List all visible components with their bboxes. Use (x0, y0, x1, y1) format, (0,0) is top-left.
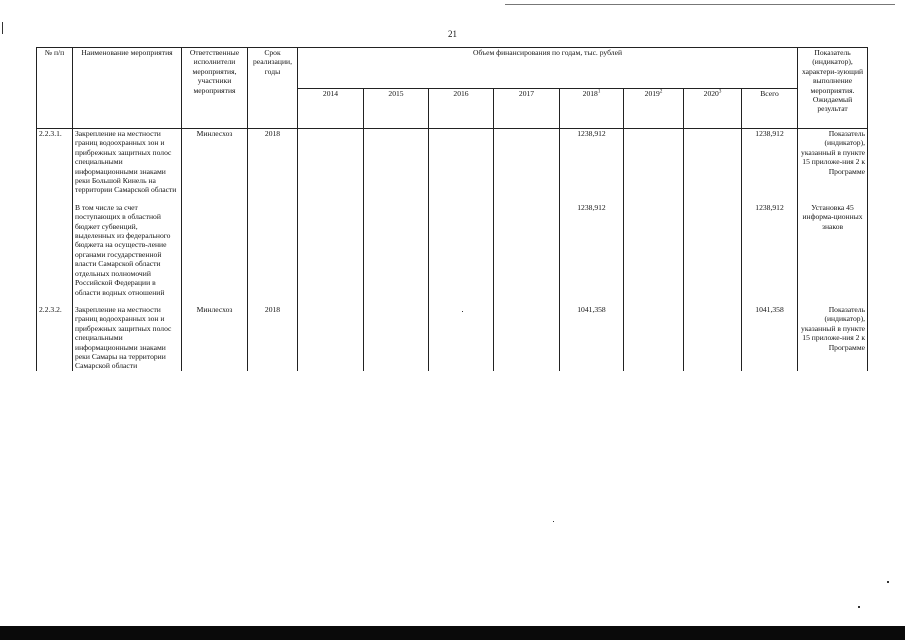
row-name: Закрепление на местности границ водоохранных зон и прибрежных защитных полос специальными информационными знаками реки Самары на территории Самарской области (73, 305, 182, 371)
col-header-year: 2018$^1$ (560, 88, 624, 129)
row-term (248, 203, 298, 297)
row-indicator: Установка 45 информа-ционных знаков (798, 203, 868, 297)
footnote-mark: 3 (718, 88, 722, 94)
table-row (37, 305, 868, 371)
scan-speck (858, 606, 860, 608)
header-row-1 (37, 48, 868, 89)
col-header-indicator: Показатель (индикатор), характери-зующий выполнение мероприятия. Ожидаемый результат (798, 48, 868, 129)
col-header-num: № п/п (37, 48, 73, 129)
col-header-year: 2016 (429, 88, 494, 129)
table-row (37, 129, 868, 195)
row-total: 1041,358 (742, 305, 798, 371)
row-indicator: Показатель (индикатор), указанный в пункте 15 приложе-ния 2 к Программе (798, 129, 868, 195)
footnote-mark: 1 (597, 88, 601, 94)
row-2018-value: 1041,358 (560, 305, 624, 371)
col-header-funding: Объем финансирования по годам, тыс. рублей (298, 48, 798, 89)
row-term: 2018 (248, 305, 298, 371)
scan-speck (553, 521, 554, 522)
row-2018-value: 1238,912 (560, 129, 624, 195)
col-header-total: Всего (742, 88, 798, 129)
row-total: 1238,912 (742, 129, 798, 195)
row-responsible: Минлесхоз (182, 129, 248, 195)
col-header-year: 2020$^3$ (684, 88, 742, 129)
col-header-year: 2017 (494, 88, 560, 129)
col-header-responsible: Ответственные исполнители мероприятия, участники мероприятия (182, 48, 248, 129)
row-2018-value: 1238,912 (560, 203, 624, 297)
row-term: 2018 (248, 129, 298, 195)
scan-bottom-edge (0, 626, 905, 640)
row-num: 2.2.3.1. (37, 129, 73, 195)
row-name: Закрепление на местности границ водоохранных зон и прибрежных защитных полос специальными информационными знаками реки Большой Кинель на территории Самарской области (73, 129, 182, 195)
col-header-year: 2015 (364, 88, 429, 129)
row-num: 2.2.3.2. (37, 305, 73, 371)
scan-speck (887, 581, 889, 583)
col-header-term: Срок реализации, годы (248, 48, 298, 129)
scan-top-line (505, 4, 895, 5)
row-responsible: Минлесхоз (182, 305, 248, 371)
funding-table (36, 47, 868, 371)
row-responsible (182, 203, 248, 297)
col-header-name: Наименование мероприятия (73, 48, 182, 129)
row-total: 1238,912 (742, 203, 798, 297)
table-row (37, 203, 868, 297)
footnote-mark: 2 (659, 88, 663, 94)
row-num (37, 203, 73, 297)
col-header-year: 2019$^2$ (624, 88, 684, 129)
scan-speck (462, 311, 463, 312)
col-header-year: 2014 (298, 88, 364, 129)
row-indicator: Показатель (индикатор), указанный в пункте 15 приложе-ния 2 к Программе (798, 305, 868, 371)
row-name: В том числе за счет поступающих в областной бюджет субвенций, выделенных из федерального бюджета на осуществ-ление органами государственной власти Самарской области отдельных полномочий Российской Федерации в области водных отношений (73, 203, 182, 297)
page-number: 21 (448, 29, 457, 39)
